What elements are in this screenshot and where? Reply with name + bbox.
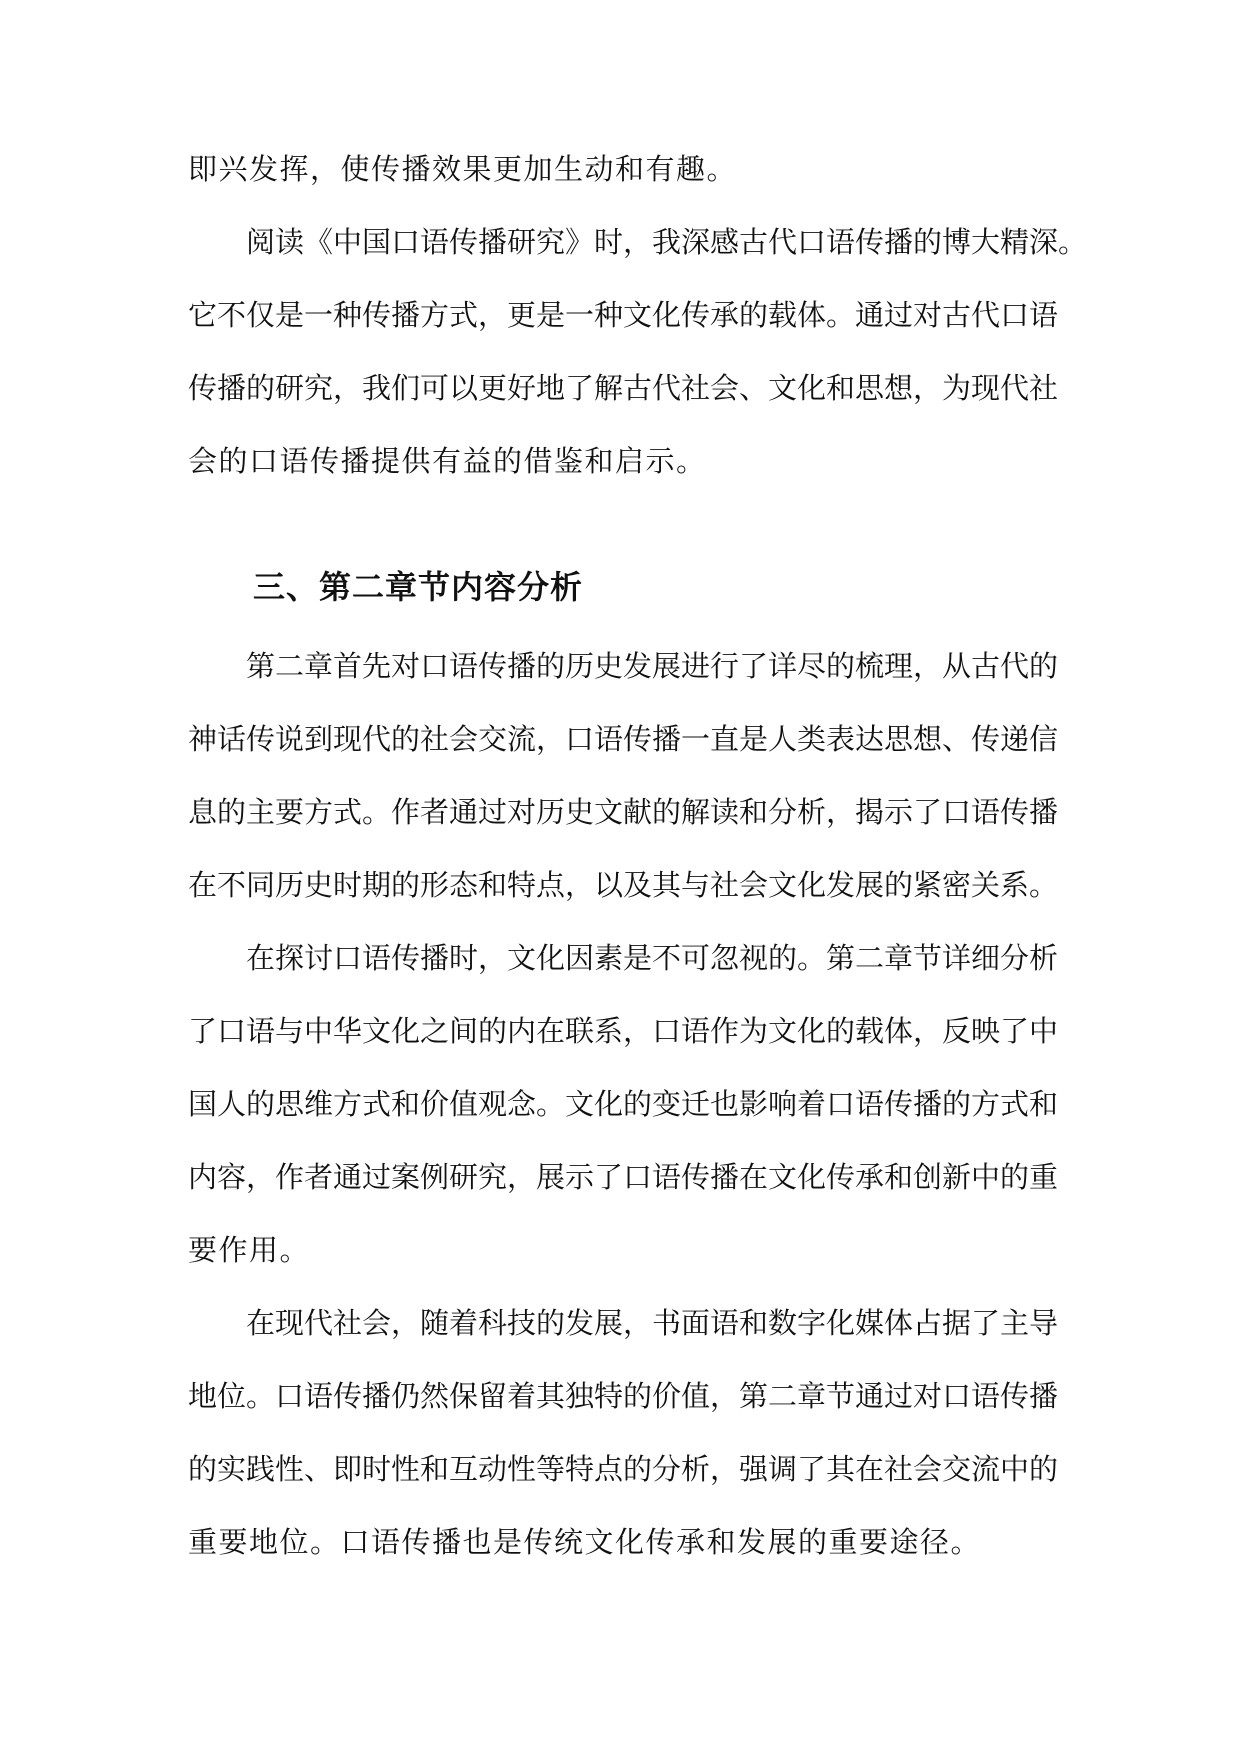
body-text-line: 息的主要方式。作者通过对历史文献的解读和分析，揭示了口语传播 bbox=[188, 795, 1059, 829]
body-text-line: 地位。口语传播仍然保留着其独特的价值，第二章节通过对口语传播 bbox=[188, 1379, 1059, 1413]
body-text-line: 重要地位。口语传播也是传统文化传承和发展的重要途径。 bbox=[188, 1525, 982, 1559]
body-text-line: 会的口语传播提供有益的借鉴和启示。 bbox=[188, 444, 707, 478]
paragraph-first-line: 在探讨口语传播时，文化因素是不可忽视的。第二章节详细分析 bbox=[246, 941, 1059, 975]
section-heading: 三、第二章节内容分析 bbox=[253, 568, 584, 606]
body-text-line: 传播的研究，我们可以更好地了解古代社会、文化和思想，为现代社 bbox=[188, 371, 1059, 405]
body-text-line: 内容，作者通过案例研究，展示了口语传播在文化传承和创新中的重 bbox=[188, 1160, 1059, 1194]
body-text-line: 神话传说到现代的社会交流，口语传播一直是人类表达思想、传递信 bbox=[188, 722, 1059, 756]
body-text-line: 了口语与中华文化之间的内在联系，口语作为文化的载体，反映了中 bbox=[188, 1014, 1059, 1048]
body-text-line: 即兴发挥，使传播效果更加生动和有趣。 bbox=[188, 152, 738, 186]
paragraph-first-line: 第二章首先对口语传播的历史发展进行了详尽的梳理，从古代的 bbox=[246, 649, 1059, 683]
body-text-line: 要作用。 bbox=[188, 1233, 311, 1267]
paragraph-first-line: 在现代社会，随着科技的发展，书面语和数字化媒体占据了主导 bbox=[246, 1306, 1059, 1340]
paragraph-first-line: 阅读《中国口语传播研究》时，我深感古代口语传播的博大精深。 bbox=[246, 225, 1088, 259]
body-text-line: 它不仅是一种传播方式，更是一种文化传承的载体。通过对古代口语 bbox=[188, 298, 1059, 332]
body-text-line: 在不同历史时期的形态和特点，以及其与社会文化发展的紧密关系。 bbox=[188, 868, 1059, 902]
body-text-line: 国人的思维方式和价值观念。文化的变迁也影响着口语传播的方式和 bbox=[188, 1087, 1059, 1121]
body-text-line: 的实践性、即时性和互动性等特点的分析，强调了其在社会交流中的 bbox=[188, 1452, 1059, 1486]
